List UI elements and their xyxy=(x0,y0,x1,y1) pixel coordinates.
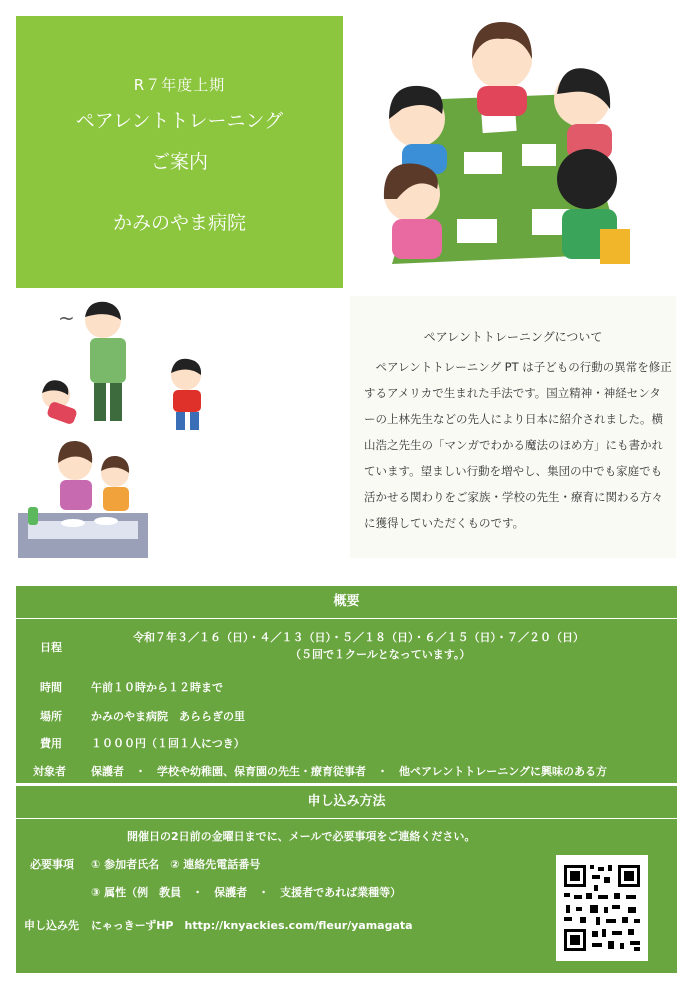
target-label: 対象者 xyxy=(33,765,66,778)
place-label: 場所 xyxy=(40,710,62,723)
fee-label: 費用 xyxy=(40,737,62,750)
application-heading: 申し込み方法 xyxy=(16,786,677,818)
contact-label: 申し込み先 xyxy=(24,919,79,932)
required-label: 必要事項 xyxy=(30,858,74,871)
schedule-note: （５回で１クールとなっています。） xyxy=(290,648,471,661)
meeting-illustration xyxy=(372,14,672,268)
target-value: 保護者 ・ 学校や幼稚園、保育園の先生・療育従事者 ・ 他ペアレントトレーニングに興味のある方 xyxy=(91,765,608,778)
application-intro: 開催日の2日前の金曜日までに、メールで必要事項をご連絡ください。 xyxy=(127,830,476,843)
required-items-2: ③ 属性（例 教員 ・ 保護者 ・ 支援者であれば業種等） xyxy=(91,886,402,899)
svg-text:~: ~ xyxy=(58,306,75,330)
title-panel xyxy=(16,16,343,288)
contact-link[interactable]: にゃっきーずHP http://knyackies.com/fleur/yamagata xyxy=(91,919,413,932)
overview-heading: 概要 xyxy=(16,586,677,618)
schedule-label: 日程 xyxy=(40,641,62,654)
fiscal-period: R７年度上期 xyxy=(133,76,226,94)
family-illustration xyxy=(18,295,330,560)
time-value: 午前１０時から１２時まで xyxy=(91,681,223,694)
time-label: 時間 xyxy=(40,681,62,694)
about-body: ペアレントトレーニング PT は子どもの行動の異常を修正するアメリカで生まれた手法です。国立精神・神経センターの上林先生などの先人により日本に紹介されました。横山浩之先生の「マンガでわかる魔法のほめ方」にも書かれています。望ましい行動を増やし、集団の中でも家庭でも活かせる関わりをご家族・学校の先生・療育に関わる方々に獲得していただくものです。 xyxy=(364,360,672,530)
hospital-name: かみのやま病院 xyxy=(112,212,246,234)
program-title: ペアレントトレーニング xyxy=(75,110,284,132)
qr-code-image[interactable] xyxy=(556,855,648,961)
overview-panel xyxy=(16,619,677,783)
fee-value: １０００円（１回１人につき） xyxy=(91,737,245,750)
required-items-1: ① 参加者氏名 ② 連絡先電話番号 xyxy=(91,858,261,871)
schedule-dates: 令和７年３／１６（日）・４／１３（日）・５／１８（日）・６／１５（日）・７／２０（日） xyxy=(133,631,584,644)
about-panel xyxy=(350,296,676,558)
about-heading: ペアレントトレーニングについて xyxy=(423,330,603,344)
program-subtitle: ご案内 xyxy=(150,151,208,173)
place-value: かみのやま病院 あららぎの里 xyxy=(91,710,245,723)
